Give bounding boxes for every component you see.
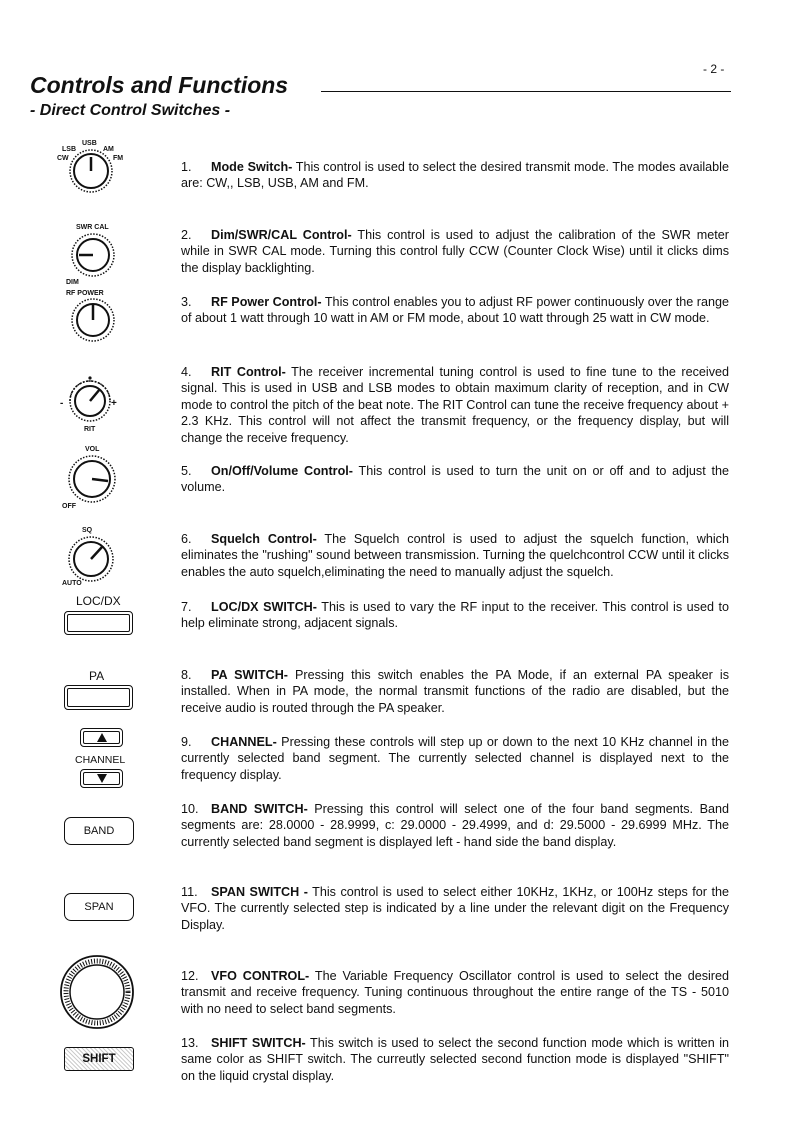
page-subtitle: - Direct Control Switches - <box>30 102 231 119</box>
item-name: BAND SWITCH- <box>211 802 308 816</box>
dim-swr-cal-knob-icon <box>70 232 116 278</box>
auto-label: AUTO <box>62 580 82 587</box>
shift-button-label: SHIFT <box>82 1053 116 1065</box>
off-label: OFF <box>62 503 76 510</box>
item-mode-switch: 1. Mode Switch- This control is used to select the desired transmit mode. The modes available are: CW,, LSB, USB, AM and FM. <box>181 160 729 191</box>
dim-label: DIM <box>66 279 79 286</box>
loc-dx-button[interactable] <box>64 611 133 635</box>
item-name: RF Power Control- <box>211 295 322 309</box>
item-desc: This control is used to select either 10KHz, 1KHz, or 100Hz steps for the VFO. The currently selected step is indicated by a line under the relevant digit on the Frequency Display. <box>181 885 729 932</box>
item-name: Dim/SWR/CAL Control- <box>211 228 352 242</box>
title-rule <box>321 91 731 92</box>
item-desc: Pressing this switch enables the PA Mode, if an external PA speaker is installed. When in PA mode, the normal transmit functions of the radio are disabled, but the receive audio is routed through the PA speaker. <box>181 668 730 715</box>
pa-label: PA <box>89 669 105 683</box>
band-button-label: BAND <box>83 825 115 837</box>
item-name: RIT Control- <box>211 365 286 379</box>
span-button-label: SPAN <box>84 901 114 913</box>
item-name: Squelch Control- <box>211 532 317 546</box>
page-title: Controls and Functions <box>30 72 289 98</box>
item-rit: 4. RIT Control- The receiver incremental tuning control is used to fine tune to the received signal. This is used in USB and LSB modes to obtain maximum clarity of reception, and in CW mode to control the pitch of the beat note. The RIT Control can tune the receive frequency about + 2.3 KHz. This control will not affect the transmit frequency, or the frequency display, but will change the receive frequency. <box>181 365 730 445</box>
channel-down-button[interactable] <box>80 769 123 788</box>
mode-usb-label: USB <box>82 140 97 147</box>
item-desc: This control enables you to adjust RF power continuously over the range of about 1 watt through 10 watt in AM or FM mode, about 10 watt through 25 watt in CW mode. <box>181 295 729 326</box>
item-rf-power: 3. RF Power Control- This control enables you to adjust RF power continuously over the range of about 1 watt through 10 watt in AM or FM mode, about 10 watt through 25 watt in CW mode. <box>181 295 729 326</box>
arrow-down-icon <box>97 774 107 783</box>
rf-power-knob-icon <box>70 297 116 343</box>
item-desc: This control is used to select the desired transmit mode. The modes available are: CW,, LSB, USB, AM and FM. <box>181 160 729 191</box>
item-vfo: 12. VFO CONTROL- The Variable Frequency Oscillator control is used to select the desired transmit and receive frequency. Tuning continuous throughout the entire range of the TS - 5010 with no need to select band segments. <box>181 969 730 1016</box>
item-name: PA SWITCH- <box>211 668 288 682</box>
item-desc: This control is used to turn the unit on or off and to adjust the volume. <box>181 464 729 495</box>
page-number: - 2 - <box>703 62 725 76</box>
item-desc: This control is used to adjust the calibration of the SWR meter while in SWR CAL mode. Turning this control fully CCW (Counter Clock Wise) until it clicks dims the display backlighting. <box>181 228 729 275</box>
item-channel: 9. CHANNEL- Pressing these controls will step up or down to the next 10 KHz channel in the currently selected band segment. The currently selected channel is displayed next to the frequency display. <box>181 735 729 782</box>
band-button[interactable] <box>64 817 134 845</box>
item-desc: The Squelch control is used to adjust the squelch function, which eliminates the "rushing" sound between transmission. Turning the quelchcontrol CCW until it clicks enables the auto squelch,eliminating the need to manually adjust the squelch. <box>181 532 729 579</box>
pa-button[interactable] <box>64 685 133 710</box>
item-name: On/Off/Volume Control- <box>211 464 353 478</box>
item-squelch: 6. Squelch Control- The Squelch control is used to adjust the squelch function, which eliminates the "rushing" sound between transmission. Turning the quelchcontrol CCW until it clicks enables the auto squelch,eliminating the need to manually adjust the squelch. <box>181 532 729 579</box>
mode-am-label: AM <box>103 146 114 153</box>
volume-knob-icon <box>67 454 117 504</box>
item-desc: This is used to vary the RF input to the receiver. This control is used to help eliminate strong, adjacent signals. <box>181 600 729 631</box>
channel-label: CHANNEL <box>75 754 126 766</box>
span-button[interactable] <box>64 893 134 921</box>
item-name: LOC/DX SWITCH- <box>211 600 317 614</box>
item-volume: 5. On/Off/Volume Control- This control is used to turn the unit on or off and to adjust the volume. <box>181 464 729 495</box>
mode-cw-label: CW <box>57 155 69 162</box>
rit-label: RIT <box>84 426 96 433</box>
rf-power-label: RF POWER <box>66 290 104 297</box>
rit-plus-label: + <box>111 398 117 409</box>
loc-dx-label: LOC/DX <box>76 594 121 608</box>
item-desc: This switch is used to select the second function mode which is written in same color as SHIFT switch. The curreutly selected second function mode is displayed "SHIFT" on the liquid crystal display. <box>181 1036 729 1083</box>
item-name: Mode Switch- <box>211 160 293 174</box>
item-name: CHANNEL- <box>211 735 277 749</box>
mode-lsb-label: LSB <box>62 146 76 153</box>
mode-fm-label: FM <box>113 155 124 162</box>
vol-label: VOL <box>85 446 100 453</box>
sq-label: SQ <box>82 527 93 534</box>
vfo-knob-icon <box>59 954 135 1030</box>
item-desc: The Variable Frequency Oscillator control is used to select the desired transmit and receive frequency. Tuning continuous throughout the entire range of the TS - 5010 with no need to select band segments. <box>181 969 730 1016</box>
item-desc: Pressing these controls will step up or down to the next 10 KHz channel in the currently selected band segment. The currently selected channel is displayed next to the frequency display. <box>181 735 729 782</box>
shift-button[interactable] <box>64 1047 134 1071</box>
rit-knob-icon <box>62 373 118 425</box>
item-pa: 8. PA SWITCH- Pressing this switch enables the PA Mode, if an external PA speaker is installed. When in PA mode, the normal transmit functions of the radio are disabled, but the receive audio is routed through the PA speaker. <box>181 668 730 715</box>
item-shift: 13. SHIFT SWITCH- This switch is used to select the second function mode which is written in same color as SHIFT switch. The curreutly selected second function mode is displayed "SHIFT" on the liquid crystal display. <box>181 1036 729 1083</box>
item-loc-dx: 7. LOC/DX SWITCH- This is used to vary the RF input to the receiver. This control is used to help eliminate strong, adjacent signals. <box>181 600 729 631</box>
rit-minus-label: - <box>60 398 64 409</box>
item-name: SHIFT SWITCH- <box>211 1036 306 1050</box>
swr-cal-label: SWR CAL <box>76 224 109 231</box>
arrow-up-icon <box>97 733 107 742</box>
item-name: SPAN SWITCH - <box>211 885 308 899</box>
mode-switch-knob-icon <box>68 148 114 194</box>
item-band: 10. BAND SWITCH- Pressing this control will select one of the four band segments. Band segments are: 28.0000 - 28.9999, c: 29.0000 - 29.4999, and d: 29.5000 - 29.6999 MHz. The currently selected band segment is displayed left - hand side the band display. <box>181 802 729 849</box>
item-desc: Pressing this control will select one of the four band segments. Band segments are: 28.0000 - 28.9999, c: 29.0000 - 29.4999, and d: 29.5000 - 29.6999 MHz. The currently selected band segment is displayed left - hand side the band display. <box>181 802 729 849</box>
item-dim-swr-cal: 2. Dim/SWR/CAL Control- This control is used to adjust the calibration of the SWR meter while in SWR CAL mode. Turning this control fully CCW (Counter Clock Wise) until it clicks dims the display backlighting. <box>181 228 729 275</box>
squelch-knob-icon <box>67 535 115 583</box>
channel-up-button[interactable] <box>80 728 123 747</box>
item-desc: The receiver incremental tuning control is used to fine tune to the received signal. This is used in USB and LSB modes to obtain maximum clarity of reception, and in CW mode to control the pitch of the beat note. The RIT Control can tune the receive frequency about + 2.3 KHz. This control will not affect the transmit frequency, or the frequency display, but will change the receive frequency. <box>181 365 730 445</box>
item-span: 11. SPAN SWITCH - This control is used to select either 10KHz, 1KHz, or 100Hz steps for the VFO. The currently selected step is indicated by a line under the relevant digit on the Frequency Display. <box>181 885 729 932</box>
item-name: VFO CONTROL- <box>211 969 310 983</box>
